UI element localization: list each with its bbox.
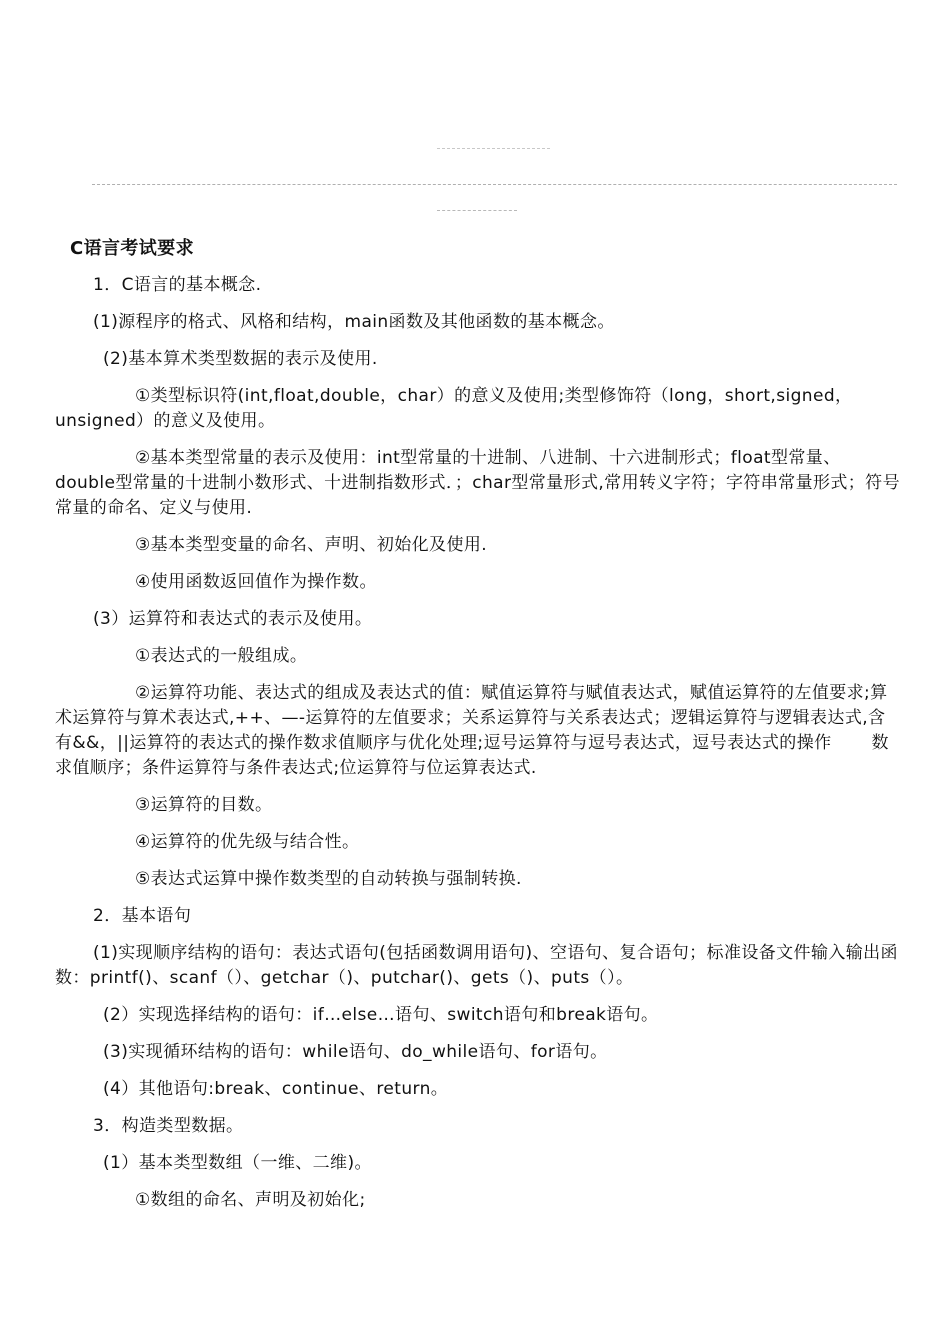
section-2-heading: 2．基本语句: [93, 906, 192, 926]
section-3-item-1-a: ①数组的命名、声明及初始化;: [135, 1190, 366, 1210]
section-1-item-2-c: ③基本类型变量的命名、声明、初始化及使用.: [135, 535, 488, 555]
section-2-item-1: (1)实现顺序结构的语句：表达式语句(包括函数调用语句)、空语句、复合语句；标准设备文件输入输出函数：printf()、scanf（）、getchar（)、putchar()、gets（)、puts（）。: [55, 943, 898, 988]
section-1-item-2-a: ①类型标识符(int,float,double，char）的意义及使用;类型修饰符（long，short,signed，unsigned）的意义及使用。: [55, 386, 853, 431]
section-1-item-2-b: ②基本类型常量的表示及使用：int型常量的十进制、八进制、十六进制形式；float型常量、double型常量的十进制小数形式、十进制指数形式．；char型常量形式,常用转义字符；字符串常量形式；符号常量的命名、定义与使用.: [55, 448, 900, 518]
section-1-item-1: (1)源程序的格式、风格和结构，main函数及其他函数的基本概念。: [93, 312, 615, 332]
section-1-item-3-a: ①表达式的一般组成。: [135, 646, 308, 666]
section-1-item-3-e: ⑤表达式运算中操作数类型的自动转换与强制转换.: [135, 869, 522, 889]
document-body: [55, 236, 900, 1225]
section-1-item-2-d: ④使用函数返回值作为操作数。: [135, 572, 377, 592]
header-rule-short: [437, 148, 550, 149]
section-1-item-3-d: ④运算符的优先级与结合性。: [135, 832, 360, 852]
section-1-item-3-b-part1: ②运算符功能、表达式的组成及表达式的值：赋值运算符与赋值表达式，赋值运算符的左值要求;算术运算符与算术表达式,++、—-运算符的左值要求；关系运算符与关系表达式；逻辑运算符与逻辑表达式,含有&&，||运算符的表达式的操作数求值顺序与优化处理;逗号运算符与逗号表达式，逗号表达式的操作: [55, 683, 888, 753]
section-1-item-3: (3）运算符和表达式的表示及使用。: [93, 609, 373, 629]
section-1-item-3-b-part2: 数求值顺序；条件运算符与条件表达式;位运算符与位运算表达式.: [55, 733, 889, 778]
section-1-item-3-c: ③运算符的目数。: [135, 795, 273, 815]
section-2-item-4: (4）其他语句:break、continue、return。: [103, 1079, 449, 1099]
header-rule-long: [92, 184, 897, 185]
section-3-item-1: (1）基本类型数组（一维、二维)。: [103, 1153, 372, 1173]
section-2-item-3: (3)实现循环结构的语句：while语句、do_while语句、for语句。: [103, 1042, 608, 1062]
header-rule-short-lower: [437, 210, 517, 211]
section-1-item-3-b: [55, 681, 900, 781]
section-2-item-2: (2）实现选择结构的语句：if…else…语句、switch语句和break语句。: [103, 1005, 659, 1025]
section-1-item-2: (2)基本算术类型数据的表示及使用.: [103, 349, 378, 369]
section-3-heading: 3．构造类型数据。: [93, 1116, 244, 1136]
document-title: C语言考试要求: [70, 238, 195, 259]
section-1-heading: 1．C语言的基本概念.: [93, 275, 262, 295]
